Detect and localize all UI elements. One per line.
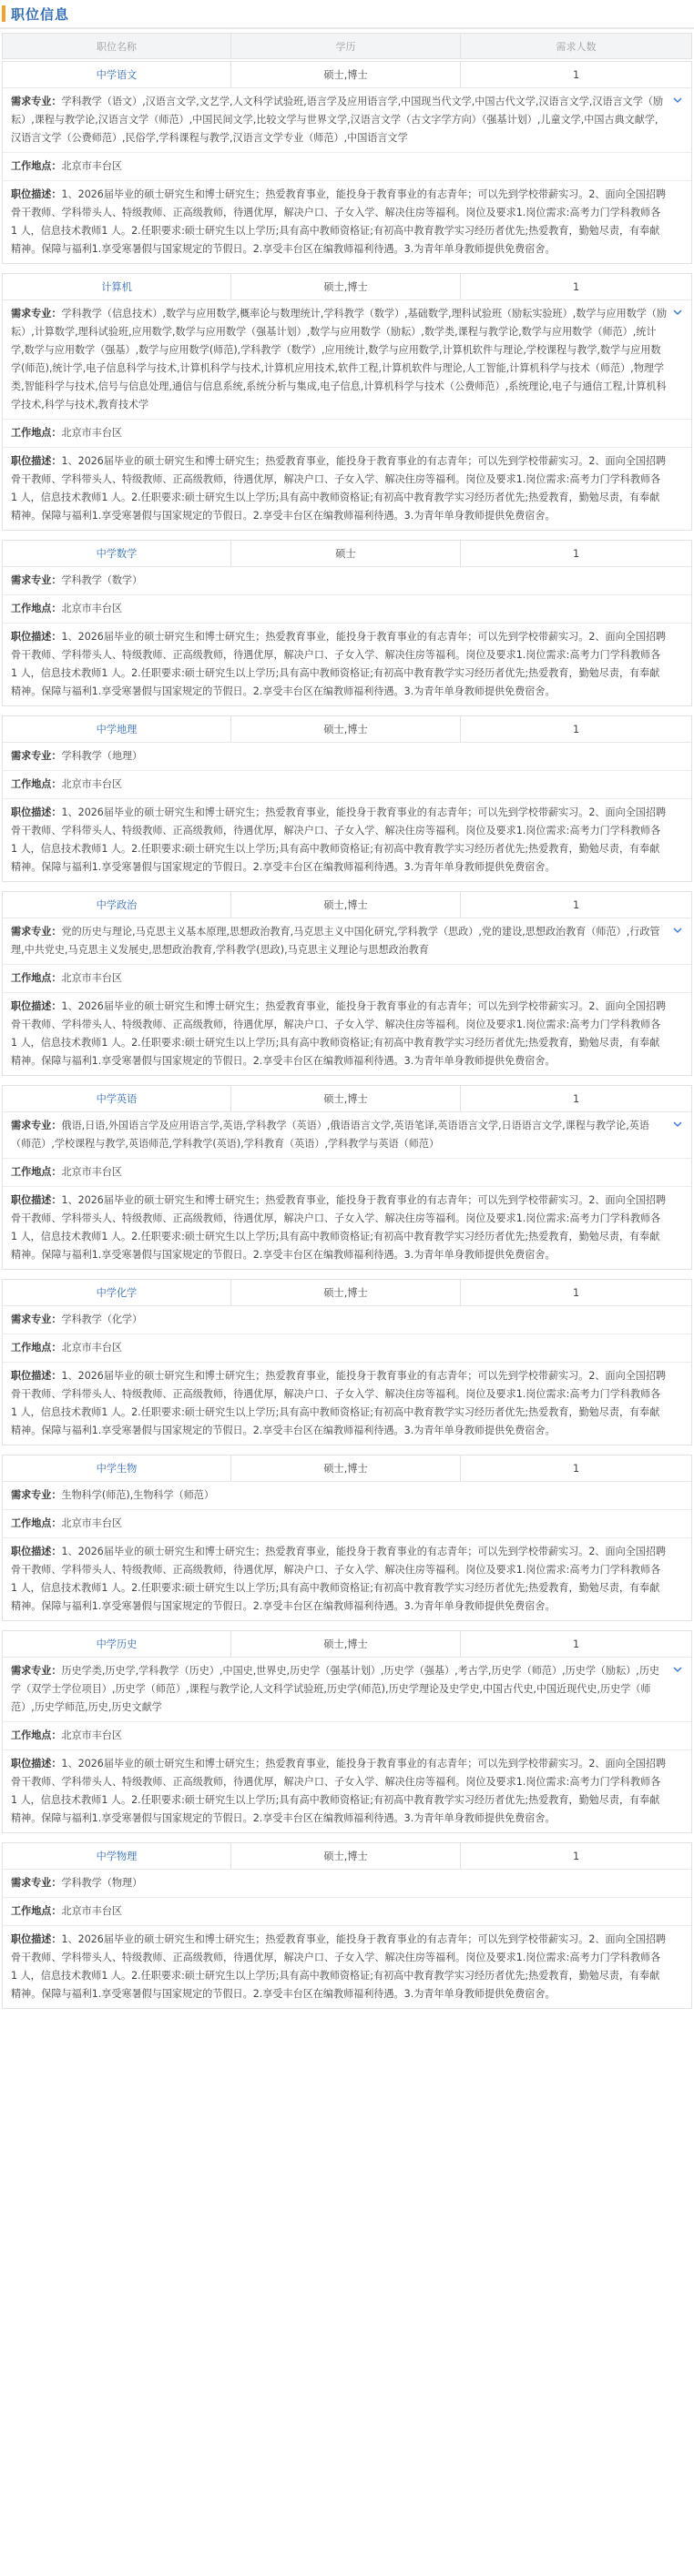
job-major	[3, 1112, 691, 1159]
chevron-down-icon[interactable]	[671, 1118, 684, 1131]
location-value: 北京市丰台区	[61, 1729, 123, 1741]
header-education: 学历	[231, 34, 461, 58]
location-label: 工作地点：	[11, 1729, 62, 1741]
job-name-link[interactable]: 中学化学	[3, 1280, 231, 1305]
major-value: 学科教学（化学）	[61, 1313, 143, 1325]
desc-value: 1、2026届毕业的硕士研究生和博士研究生；热爱教育事业，能投身于教育事业的有志青年；可以先到学校带薪实习。2、面向全国招聘骨干教师、学科带头人、特级教师、正高级教师，待遇优厚，解决户口、子女入学、解决住房等福利。岗位及要求1.岗位需求:高考力门学科教师各 1 人，信息技术教师1 人。2.任职要求:硕士研究生以上学历;具有高中教师资格证;有初高中教育教学实习经历者优先;热爱教育，勤勉尽责，有奉献精神。保障与福利1.享受寒暑假与国家规定的节假日。2.享受丰台区在编教师福利待遇。3.为青年单身教师提供免费宿舍。	[11, 188, 667, 255]
job-education: 硕士,博士	[231, 1086, 461, 1111]
job-description	[3, 448, 691, 530]
location-label: 工作地点：	[11, 1342, 62, 1354]
job-education: 硕士	[231, 541, 461, 566]
job-name-link[interactable]: 中学数学	[3, 541, 231, 566]
chevron-down-icon[interactable]	[671, 1663, 684, 1676]
desc-label: 职位描述：	[11, 1546, 62, 1557]
major-label: 需求专业：	[11, 96, 62, 107]
major-value: 生物科学(师范),生物科学（师范）	[61, 1489, 214, 1501]
job-name-link[interactable]: 计算机	[3, 274, 231, 299]
job-row[interactable]	[3, 892, 691, 918]
job-education: 硕士,博士	[231, 1631, 461, 1657]
location-label: 工作地点：	[11, 1166, 62, 1178]
job-description	[3, 799, 691, 881]
job-education: 硕士,博士	[231, 1455, 461, 1481]
job-major	[3, 743, 691, 771]
chevron-down-icon[interactable]	[671, 306, 684, 319]
job-major	[3, 1870, 691, 1898]
job-education: 硕士,博士	[231, 274, 461, 299]
job-location	[3, 1722, 691, 1750]
job-card	[2, 891, 692, 1076]
job-description	[3, 993, 691, 1075]
desc-value: 1、2026届毕业的硕士研究生和博士研究生；热爱教育事业，能投身于教育事业的有志青年；可以先到学校带薪实习。2、面向全国招聘骨干教师、学科带头人、特级教师、正高级教师，待遇优厚，解决户口、子女入学、解决住房等福利。岗位及要求1.岗位需求:高考力门学科教师各 1 人，信息技术教师1 人。2.任职要求:硕士研究生以上学历;具有高中教师资格证;有初高中教育教学实习经历者优先;热爱教育，勤勉尽责，有奉献精神。保障与福利1.享受寒暑假与国家规定的节假日。2.享受丰台区在编教师福利待遇。3.为青年单身教师提供免费宿舍。	[11, 1000, 667, 1067]
job-count: 1	[572, 1286, 580, 1299]
major-label: 需求专业：	[11, 1877, 62, 1889]
job-education: 硕士,博士	[231, 716, 461, 742]
job-count: 1	[572, 68, 580, 81]
job-name-link[interactable]: 中学生物	[3, 1455, 231, 1481]
location-value: 北京市丰台区	[61, 427, 123, 439]
job-card	[2, 540, 692, 706]
job-card	[2, 1279, 692, 1445]
desc-label: 职位描述：	[11, 1194, 62, 1206]
job-count: 1	[572, 1850, 580, 1862]
desc-label: 职位描述：	[11, 1933, 62, 1945]
desc-value: 1、2026届毕业的硕士研究生和博士研究生；热爱教育事业，能投身于教育事业的有志青年；可以先到学校带薪实习。2、面向全国招聘骨干教师、学科带头人、特级教师、正高级教师，待遇优厚，解决户口、子女入学、解决住房等福利。岗位及要求1.岗位需求:高考力门学科教师各 1 人，信息技术教师1 人。2.任职要求:硕士研究生以上学历;具有高中教师资格证;有初高中教育教学实习经历者优先;热爱教育，勤勉尽责，有奉献精神。保障与福利1.享受寒暑假与国家规定的节假日。2.享受丰台区在编教师福利待遇。3.为青年单身教师提供免费宿舍。	[11, 631, 667, 697]
major-label: 需求专业：	[11, 1313, 62, 1325]
location-label: 工作地点：	[11, 160, 62, 172]
job-name-link[interactable]: 中学地理	[3, 716, 231, 742]
desc-label: 职位描述：	[11, 806, 62, 818]
table-header	[2, 33, 692, 59]
major-label: 需求专业：	[11, 1665, 62, 1677]
major-label: 需求专业：	[11, 1120, 62, 1131]
job-name-link[interactable]: 中学语文	[3, 62, 231, 87]
job-location	[3, 771, 691, 799]
job-major	[3, 1482, 691, 1510]
location-label: 工作地点：	[11, 972, 62, 984]
major-label: 需求专业：	[11, 750, 62, 762]
job-description	[3, 1926, 691, 2008]
job-education: 硕士,博士	[231, 892, 461, 918]
major-value: 俄语,日语,外国语言学及应用语言学,英语,学科教学（英语）,俄语语言文学,英语笔译,英语语言文学,日语语言文学,课程与教学论,英语（师范）,学校课程与教学,英语师范,学科教学(英语),学科教育（英语）,学科教学与英语（师范）	[11, 1120, 649, 1150]
location-label: 工作地点：	[11, 1517, 62, 1529]
job-count: 1	[572, 1638, 580, 1650]
desc-value: 1、2026届毕业的硕士研究生和博士研究生；热爱教育事业，能投身于教育事业的有志青年；可以先到学校带薪实习。2、面向全国招聘骨干教师、学科带头人、特级教师、正高级教师，待遇优厚，解决户口、子女入学、解决住房等福利。岗位及要求1.岗位需求:高考力门学科教师各 1 人，信息技术教师1 人。2.任职要求:硕士研究生以上学历;具有高中教师资格证;有初高中教育教学实习经历者优先;热爱教育，勤勉尽责，有奉献精神。保障与福利1.享受寒暑假与国家规定的节假日。2.享受丰台区在编教师福利待遇。3.为青年单身教师提供免费宿舍。	[11, 1933, 667, 2000]
location-value: 北京市丰台区	[61, 972, 123, 984]
desc-label: 职位描述：	[11, 631, 62, 643]
job-major	[3, 300, 691, 420]
job-count: 1	[572, 280, 580, 293]
job-description	[3, 624, 691, 705]
job-card	[2, 715, 692, 882]
job-education: 硕士,博士	[231, 62, 461, 87]
chevron-down-icon[interactable]	[671, 94, 684, 106]
job-location	[3, 1898, 691, 1926]
location-value: 北京市丰台区	[61, 778, 123, 790]
location-label: 工作地点：	[11, 603, 62, 614]
desc-label: 职位描述：	[11, 1000, 62, 1012]
major-value: 学科教学（信息技术）,数学与应用数学,概率论与数理统计,学科教学（数学）,基础数学,理科试验班（励耘实验班）,数学与应用数学（励耘）,计算数学,理科试验班,应用数学,数学与应用数学（强基计划）,数学与应用数学（励耘）,数学类,课程与教学论,数学与应用数学（师范）,统计学,数学与应用数学（强基）,数学与应用数学(师范),学科教学（数学）,应用统计,数学与应用数学,计算机软件与理论,学校课程与教学,数学与应用数学(师范),统计学,电子信息科学与技术,计算机科学与技术,计算机应用技术,软件工程,计算机软件与理论,人工智能,计算机科学与技术（师范）,物理学类,智能科学与技术,信号与信息处理,通信与信息系统,系统分析与集成,电子信息,计算机科学与技术（公费师范）,系统理论,电子与通信工程,计算机科学技术,科学与技术,教育技术学	[11, 308, 668, 411]
location-value: 北京市丰台区	[61, 1905, 123, 1917]
job-card	[2, 273, 692, 531]
job-count: 1	[572, 723, 580, 735]
major-value: 学科教学（地理）	[61, 750, 143, 762]
location-value: 北京市丰台区	[61, 1166, 123, 1178]
desc-value: 1、2026届毕业的硕士研究生和博士研究生；热爱教育事业，能投身于教育事业的有志青年；可以先到学校带薪实习。2、面向全国招聘骨干教师、学科带头人、特级教师、正高级教师，待遇优厚，解决户口、子女入学、解决住房等福利。岗位及要求1.岗位需求:高考力门学科教师各 1 人，信息技术教师1 人。2.任职要求:硕士研究生以上学历;具有高中教师资格证;有初高中教育教学实习经历者优先;热爱教育，勤勉尽责，有奉献精神。保障与福利1.享受寒暑假与国家规定的节假日。2.享受丰台区在编教师福利待遇。3.为青年单身教师提供免费宿舍。	[11, 1546, 667, 1612]
job-count: 1	[572, 1092, 580, 1105]
job-card	[2, 1630, 692, 1833]
major-value: 党的历史与理论,马克思主义基本原理,思想政治教育,马克思主义中国化研究,学科教学（思政）,党的建设,思想政治教育（师范）,行政管理,中共党史,马克思主义发展史,思想政治教育,学科教学(思政),马克思主义理论与思想政治教育	[11, 926, 660, 956]
desc-value: 1、2026届毕业的硕士研究生和博士研究生；热爱教育事业，能投身于教育事业的有志青年；可以先到学校带薪实习。2、面向全国招聘骨干教师、学科带头人、特级教师、正高级教师，待遇优厚，解决户口、子女入学、解决住房等福利。岗位及要求1.岗位需求:高考力门学科教师各 1 人，信息技术教师1 人。2.任职要求:硕士研究生以上学历;具有高中教师资格证;有初高中教育教学实习经历者优先;热爱教育，勤勉尽责，有奉献精神。保障与福利1.享受寒暑假与国家规定的节假日。2.享受丰台区在编教师福利待遇。3.为青年单身教师提供免费宿舍。	[11, 455, 667, 522]
job-row[interactable]	[3, 1631, 691, 1658]
job-card	[2, 1455, 692, 1621]
desc-label: 职位描述：	[11, 188, 62, 200]
job-row[interactable]	[3, 274, 691, 300]
job-location	[3, 965, 691, 993]
header-accent-bar	[2, 5, 5, 22]
major-value: 学科教学（语文）,汉语言文学,文艺学,人文科学试验班,语言学及应用语言学,中国现当代文学,中国古代文学,汉语言文学,汉语言文学（励耘）,课程与教学论,汉语言文学（师范）,中国民间文学,比较文学与世界文学,汉语言文学（古文字学方向）（强基计划）,儿童文学,中国古典文献学,汉语言文学（公费师范）,民俗学,学科课程与教学,汉语言文学专业（师范）,中国语言文学	[11, 96, 664, 144]
location-label: 工作地点：	[11, 1905, 62, 1917]
page-header	[0, 0, 694, 29]
job-row[interactable]	[3, 1843, 691, 1870]
job-major	[3, 567, 691, 595]
job-card	[2, 1842, 692, 2009]
job-name-link[interactable]: 中学政治	[3, 892, 231, 918]
header-count: 需求人数	[556, 40, 597, 53]
job-count: 1	[572, 547, 580, 560]
job-name-link[interactable]: 中学英语	[3, 1086, 231, 1111]
job-major	[3, 88, 691, 153]
job-name-link[interactable]: 中学历史	[3, 1631, 231, 1657]
major-label: 需求专业：	[11, 926, 62, 938]
location-value: 北京市丰台区	[61, 1517, 123, 1529]
major-label: 需求专业：	[11, 574, 62, 586]
job-description	[3, 181, 691, 263]
location-label: 工作地点：	[11, 778, 62, 790]
job-major	[3, 1658, 691, 1722]
major-value: 学科教学（数学）	[61, 574, 143, 586]
job-location	[3, 1334, 691, 1363]
job-description	[3, 1538, 691, 1620]
job-row[interactable]	[3, 62, 691, 88]
job-card	[2, 1085, 692, 1270]
job-location	[3, 153, 691, 181]
location-label: 工作地点：	[11, 427, 62, 439]
job-education: 硕士,博士	[231, 1280, 461, 1305]
job-location	[3, 1159, 691, 1187]
desc-value: 1、2026届毕业的硕士研究生和博士研究生；热爱教育事业，能投身于教育事业的有志青年；可以先到学校带薪实习。2、面向全国招聘骨干教师、学科带头人、特级教师、正高级教师，待遇优厚，解决户口、子女入学、解决住房等福利。岗位及要求1.岗位需求:高考力门学科教师各 1 人，信息技术教师1 人。2.任职要求:硕士研究生以上学历;具有高中教师资格证;有初高中教育教学实习经历者优先;热爱教育，勤勉尽责，有奉献精神。保障与福利1.享受寒暑假与国家规定的节假日。2.享受丰台区在编教师福利待遇。3.为青年单身教师提供免费宿舍。	[11, 1194, 667, 1261]
major-value: 学科教学（物理）	[61, 1877, 143, 1889]
major-label: 需求专业：	[11, 1489, 62, 1501]
location-value: 北京市丰台区	[61, 603, 123, 614]
job-major	[3, 1306, 691, 1334]
job-row[interactable]	[3, 1455, 691, 1482]
job-location	[3, 420, 691, 448]
job-location	[3, 595, 691, 624]
header-job-name: 职位名称	[3, 34, 231, 58]
desc-label: 职位描述：	[11, 455, 62, 467]
job-description	[3, 1363, 691, 1445]
job-count: 1	[572, 898, 580, 911]
page-title: 职位信息	[11, 5, 70, 23]
job-row[interactable]	[3, 1086, 691, 1112]
desc-value: 1、2026届毕业的硕士研究生和博士研究生；热爱教育事业，能投身于教育事业的有志青年；可以先到学校带薪实习。2、面向全国招聘骨干教师、学科带头人、特级教师、正高级教师，待遇优厚，解决户口、子女入学、解决住房等福利。岗位及要求1.岗位需求:高考力门学科教师各 1 人，信息技术教师1 人。2.任职要求:硕士研究生以上学历;具有高中教师资格证;有初高中教育教学实习经历者优先;热爱教育，勤勉尽责，有奉献精神。保障与福利1.享受寒暑假与国家规定的节假日。2.享受丰台区在编教师福利待遇。3.为青年单身教师提供免费宿舍。	[11, 806, 667, 873]
major-value: 历史学类,历史学,学科教学（历史）,中国史,世界史,历史学（强基计划）,历史学（强基）,考古学,历史学（师范）,历史学（励耘）,历史学（双学士学位项目）,历史学（师范）,课程与教学论,人文科学试验班,历史学(师范),历史学理论及史学史,中国古代史,中国近现代史,历史学（师范）,历史学师范,历史,历史文献学	[11, 1665, 660, 1713]
job-description	[3, 1750, 691, 1832]
location-value: 北京市丰台区	[61, 1342, 123, 1354]
job-description	[3, 1187, 691, 1269]
desc-label: 职位描述：	[11, 1370, 62, 1382]
desc-label: 职位描述：	[11, 1758, 62, 1770]
chevron-down-icon[interactable]	[671, 924, 684, 937]
job-count: 1	[572, 1462, 580, 1475]
job-row[interactable]	[3, 541, 691, 567]
desc-value: 1、2026届毕业的硕士研究生和博士研究生；热爱教育事业，能投身于教育事业的有志青年；可以先到学校带薪实习。2、面向全国招聘骨干教师、学科带头人、特级教师、正高级教师，待遇优厚，解决户口、子女入学、解决住房等福利。岗位及要求1.岗位需求:高考力门学科教师各 1 人，信息技术教师1 人。2.任职要求:硕士研究生以上学历;具有高中教师资格证;有初高中教育教学实习经历者优先;热爱教育，勤勉尽责，有奉献精神。保障与福利1.享受寒暑假与国家规定的节假日。2.享受丰台区在编教师福利待遇。3.为青年单身教师提供免费宿舍。	[11, 1370, 667, 1436]
location-value: 北京市丰台区	[61, 160, 123, 172]
desc-value: 1、2026届毕业的硕士研究生和博士研究生；热爱教育事业，能投身于教育事业的有志青年；可以先到学校带薪实习。2、面向全国招聘骨干教师、学科带头人、特级教师、正高级教师，待遇优厚，解决户口、子女入学、解决住房等福利。岗位及要求1.岗位需求:高考力门学科教师各 1 人，信息技术教师1 人。2.任职要求:硕士研究生以上学历;具有高中教师资格证;有初高中教育教学实习经历者优先;热爱教育，勤勉尽责，有奉献精神。保障与福利1.享受寒暑假与国家规定的节假日。2.享受丰台区在编教师福利待遇。3.为青年单身教师提供免费宿舍。	[11, 1758, 667, 1824]
job-location	[3, 1510, 691, 1538]
job-major	[3, 918, 691, 965]
job-list	[0, 61, 694, 2009]
job-card	[2, 61, 692, 264]
job-row[interactable]	[3, 716, 691, 743]
major-label: 需求专业：	[11, 308, 62, 319]
job-row[interactable]	[3, 1280, 691, 1306]
job-name-link[interactable]: 中学物理	[3, 1843, 231, 1869]
job-education: 硕士,博士	[231, 1843, 461, 1869]
